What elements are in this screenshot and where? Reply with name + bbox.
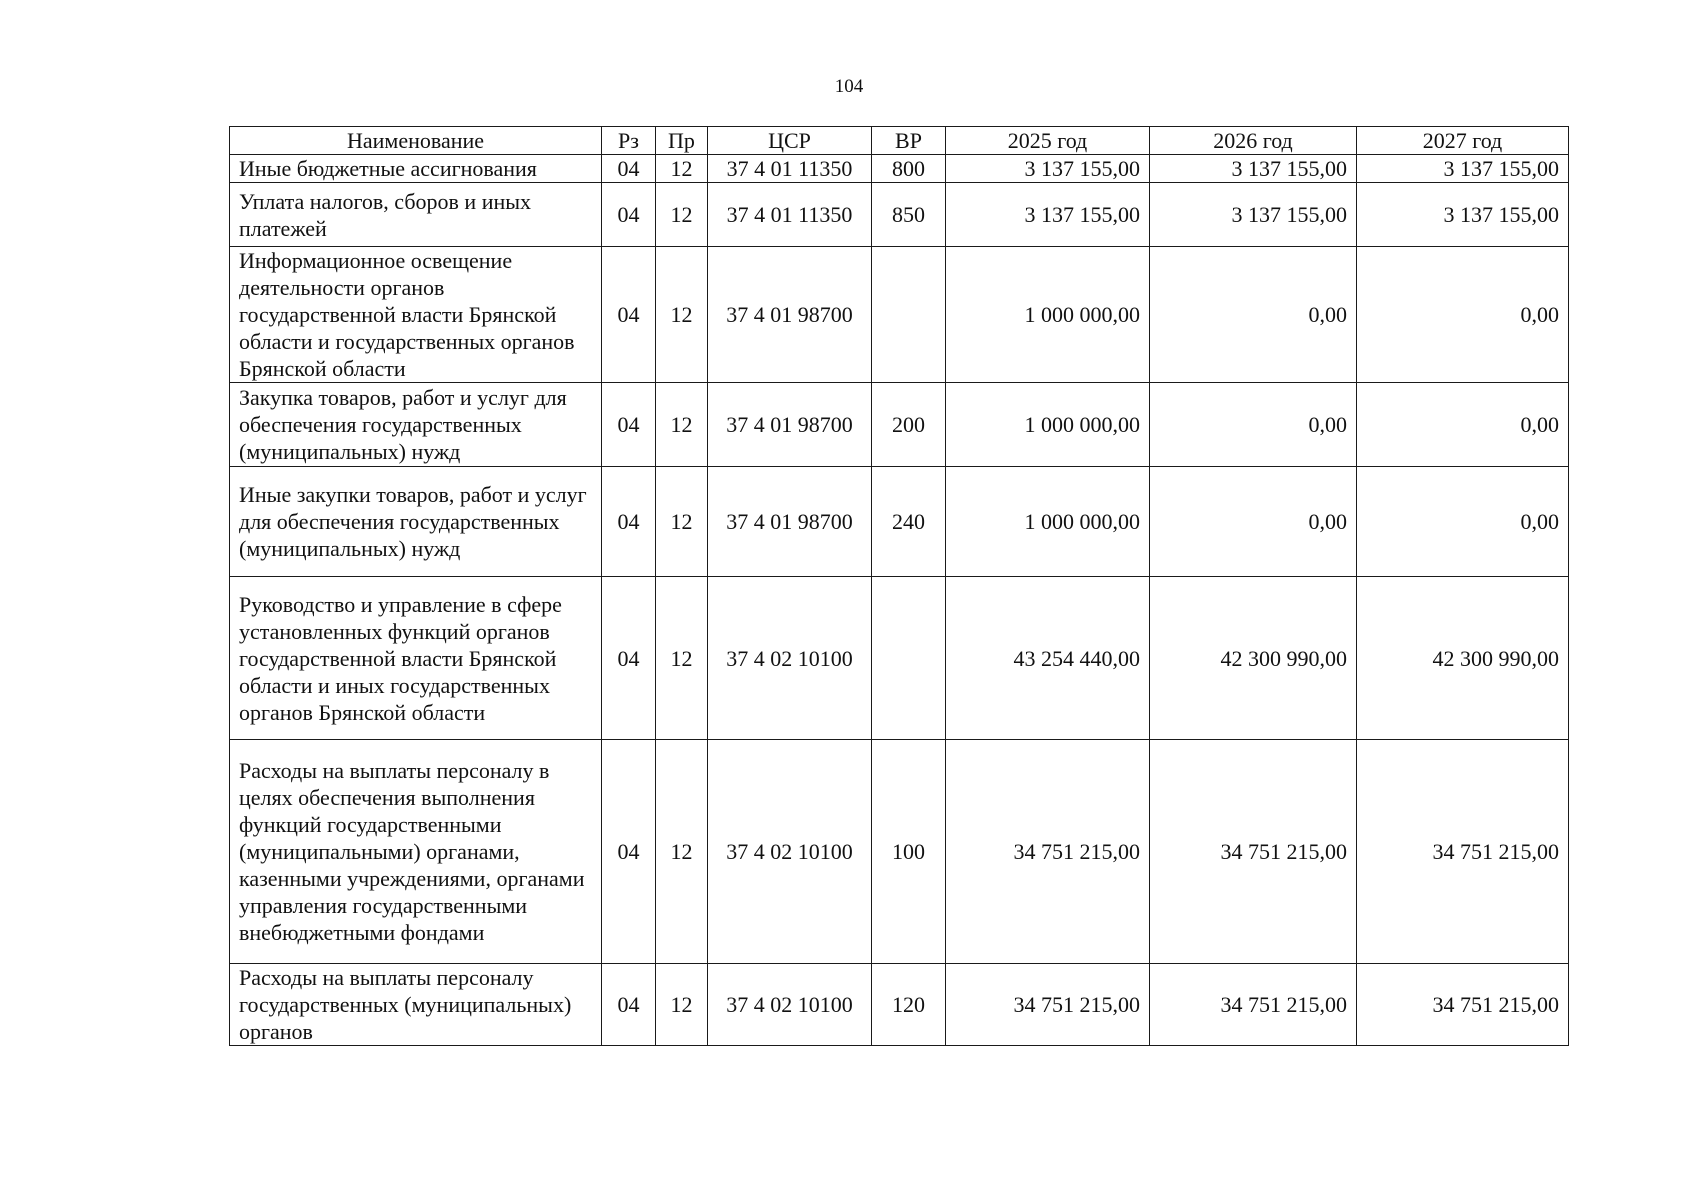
row-2027: 0,00 bbox=[1357, 383, 1569, 467]
row-name: Иные закупки товаров, работ и услуг для обеспечения государственных (муниципальных) нужд bbox=[230, 467, 602, 577]
row-name: Расходы на выплаты персоналу в целях обеспечения выполнения функций государственными (муниципальными) органами, казенными учреждениями, органами управления государственными внебюджетными фондами bbox=[230, 740, 602, 964]
row-2027: 34 751 215,00 bbox=[1357, 964, 1569, 1046]
row-pr: 12 bbox=[656, 740, 708, 964]
budget-table bbox=[229, 126, 1569, 1046]
row-2026: 3 137 155,00 bbox=[1150, 155, 1357, 183]
row-2026: 0,00 bbox=[1150, 467, 1357, 577]
row-csr: 37 4 01 11350 bbox=[708, 183, 872, 247]
table-row bbox=[230, 383, 1569, 467]
row-csr: 37 4 02 10100 bbox=[708, 964, 872, 1046]
row-2025: 34 751 215,00 bbox=[946, 740, 1150, 964]
header-name: Наименование bbox=[230, 127, 602, 155]
row-2026: 3 137 155,00 bbox=[1150, 183, 1357, 247]
row-pr: 12 bbox=[656, 155, 708, 183]
row-rz: 04 bbox=[602, 467, 656, 577]
row-2026: 0,00 bbox=[1150, 383, 1357, 467]
row-csr: 37 4 01 11350 bbox=[708, 155, 872, 183]
row-2027: 3 137 155,00 bbox=[1357, 183, 1569, 247]
row-2027: 3 137 155,00 bbox=[1357, 155, 1569, 183]
row-name: Закупка товаров, работ и услуг для обеспечения государственных (муниципальных) нужд bbox=[230, 383, 602, 467]
row-2025: 34 751 215,00 bbox=[946, 964, 1150, 1046]
table-row bbox=[230, 155, 1569, 183]
row-2026: 42 300 990,00 bbox=[1150, 577, 1357, 740]
header-csr: ЦСР bbox=[708, 127, 872, 155]
table-row bbox=[230, 964, 1569, 1046]
row-pr: 12 bbox=[656, 183, 708, 247]
row-2025: 3 137 155,00 bbox=[946, 183, 1150, 247]
header-vr: ВР bbox=[872, 127, 946, 155]
row-2026: 0,00 bbox=[1150, 247, 1357, 383]
row-csr: 37 4 02 10100 bbox=[708, 577, 872, 740]
row-vr bbox=[872, 577, 946, 740]
page-number: 104 bbox=[834, 76, 864, 97]
header-rz: Рз bbox=[602, 127, 656, 155]
row-2026: 34 751 215,00 bbox=[1150, 964, 1357, 1046]
header-2026: 2026 год bbox=[1150, 127, 1357, 155]
row-vr: 850 bbox=[872, 183, 946, 247]
row-2025: 1 000 000,00 bbox=[946, 383, 1150, 467]
row-vr: 200 bbox=[872, 383, 946, 467]
row-rz: 04 bbox=[602, 183, 656, 247]
row-vr: 240 bbox=[872, 467, 946, 577]
row-name: Информационное освещение деятельности органов государственной власти Брянской области и государственных органов Брянской области bbox=[230, 247, 602, 383]
table-row bbox=[230, 467, 1569, 577]
row-rz: 04 bbox=[602, 740, 656, 964]
row-rz: 04 bbox=[602, 247, 656, 383]
header-2027: 2027 год bbox=[1357, 127, 1569, 155]
row-vr bbox=[872, 247, 946, 383]
row-rz: 04 bbox=[602, 155, 656, 183]
row-2027: 0,00 bbox=[1357, 247, 1569, 383]
header-pr: Пр bbox=[656, 127, 708, 155]
row-rz: 04 bbox=[602, 577, 656, 740]
row-vr: 120 bbox=[872, 964, 946, 1046]
table-row bbox=[230, 577, 1569, 740]
row-name: Иные бюджетные ассигнования bbox=[230, 155, 602, 183]
row-2025: 1 000 000,00 bbox=[946, 467, 1150, 577]
row-csr: 37 4 01 98700 bbox=[708, 247, 872, 383]
table-row bbox=[230, 247, 1569, 383]
row-name: Расходы на выплаты персоналу государственных (муниципальных) органов bbox=[230, 964, 602, 1046]
row-vr: 800 bbox=[872, 155, 946, 183]
table-row bbox=[230, 183, 1569, 247]
row-pr: 12 bbox=[656, 964, 708, 1046]
row-2027: 42 300 990,00 bbox=[1357, 577, 1569, 740]
row-rz: 04 bbox=[602, 964, 656, 1046]
row-rz: 04 bbox=[602, 383, 656, 467]
row-pr: 12 bbox=[656, 247, 708, 383]
row-2025: 1 000 000,00 bbox=[946, 247, 1150, 383]
row-name: Уплата налогов, сборов и иных платежей bbox=[230, 183, 602, 247]
row-csr: 37 4 01 98700 bbox=[708, 383, 872, 467]
table-header-row bbox=[230, 127, 1569, 155]
row-2027: 34 751 215,00 bbox=[1357, 740, 1569, 964]
header-2025: 2025 год bbox=[946, 127, 1150, 155]
row-2025: 3 137 155,00 bbox=[946, 155, 1150, 183]
row-pr: 12 bbox=[656, 577, 708, 740]
row-2026: 34 751 215,00 bbox=[1150, 740, 1357, 964]
row-csr: 37 4 02 10100 bbox=[708, 740, 872, 964]
row-2025: 43 254 440,00 bbox=[946, 577, 1150, 740]
row-2027: 0,00 bbox=[1357, 467, 1569, 577]
row-pr: 12 bbox=[656, 383, 708, 467]
row-name: Руководство и управление в сфере установленных функций органов государственной власти Брянской области и иных государственных органов Брянской области bbox=[230, 577, 602, 740]
row-vr: 100 bbox=[872, 740, 946, 964]
row-pr: 12 bbox=[656, 467, 708, 577]
row-csr: 37 4 01 98700 bbox=[708, 467, 872, 577]
table-row bbox=[230, 740, 1569, 964]
